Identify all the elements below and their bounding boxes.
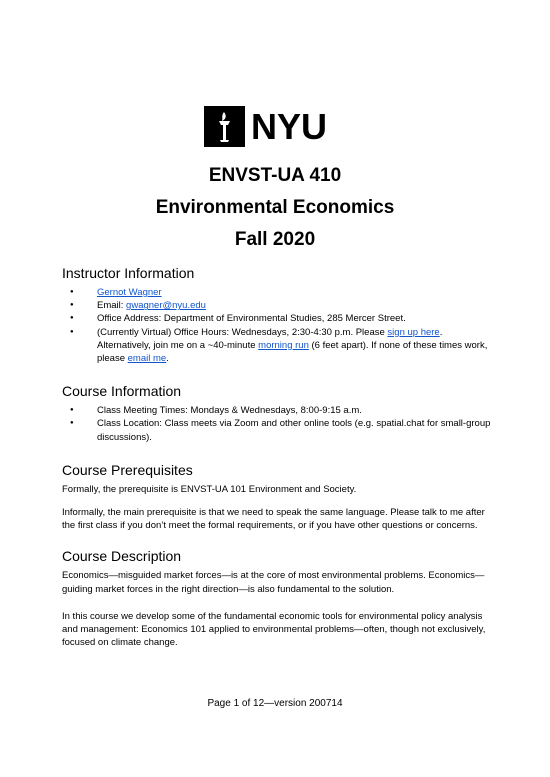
document-body bbox=[62, 264, 492, 649]
sign-up-link[interactable]: sign up here bbox=[387, 326, 440, 338]
email-link[interactable]: gwagner@nyu.edu bbox=[126, 300, 206, 312]
list-item: ● Class Location: Class meets via Zoom and other online tools (e.g. spatial.chat for small-group discussions). bbox=[62, 417, 492, 443]
course-title: Environmental Economics bbox=[155, 197, 395, 218]
torch-icon bbox=[204, 106, 245, 147]
instructor-section bbox=[62, 264, 492, 365]
paragraph: Economics—misguided market forces—is at the core of most environmental problems. Economics—guiding market forces in the right direction—is also fundamental to the solution. bbox=[62, 570, 485, 595]
office-hours-text: (6 feet apart). If none of these times work, please bbox=[97, 339, 488, 365]
email-me-link[interactable]: email me bbox=[127, 353, 167, 365]
document-header bbox=[0, 160, 550, 256]
course-code: ENVST-UA 410 bbox=[208, 165, 342, 186]
morning-run-link[interactable]: morning run bbox=[258, 339, 309, 351]
office-hours-text: . Alternatively, join me on a ~40-minute bbox=[97, 326, 443, 351]
list-item bbox=[62, 286, 492, 299]
page-footer: Page 1 of 12—version 200714 bbox=[207, 698, 343, 709]
paragraph: In this course we develop some of the fundamental economic tools for environmental policy analysis and management: Economics 101 applied to environmental problems—often, though not exclusively, focused on climate change. bbox=[62, 610, 486, 649]
section-heading: Course Description bbox=[62, 548, 182, 565]
section-heading: Course Prerequisites bbox=[62, 461, 193, 478]
paragraph: Informally, the main prerequisite is that we need to speak the same language. Please talk to me after the first class if you don’t meet the formal requirements, or if you have other questions or concerns. bbox=[62, 507, 485, 532]
nyu-logo bbox=[204, 106, 343, 147]
prerequisites-section bbox=[62, 461, 492, 533]
description-section bbox=[62, 547, 492, 649]
instructor-list bbox=[62, 286, 492, 365]
section-heading: Course Information bbox=[62, 383, 182, 400]
course-info-section bbox=[62, 382, 492, 444]
paragraph: Formally, the prerequisite is ENVST-UA 101 Environment and Society. bbox=[62, 483, 357, 495]
course-info-list bbox=[62, 404, 492, 444]
term: Fall 2020 bbox=[234, 229, 316, 250]
section-heading: Instructor Information bbox=[62, 265, 195, 281]
list-item: ● Class Meeting Times: Mondays & Wednesdays, 8:00-9:15 a.m. bbox=[62, 404, 492, 417]
logo-wordmark: NYU bbox=[251, 106, 328, 147]
list-item bbox=[62, 299, 492, 312]
list-item: ● Office Address: Department of Environmental Studies, 285 Mercer Street. bbox=[62, 312, 492, 325]
email-label: Email: bbox=[97, 300, 127, 312]
instructor-name-link[interactable]: Gernot Wagner bbox=[97, 287, 162, 298]
office-hours-text: (Currently Virtual) Office Hours: Wednesdays, 2:30-4:30 p.m. Please bbox=[97, 326, 388, 338]
office-hours-text: . bbox=[166, 353, 169, 365]
list-item bbox=[62, 326, 492, 366]
